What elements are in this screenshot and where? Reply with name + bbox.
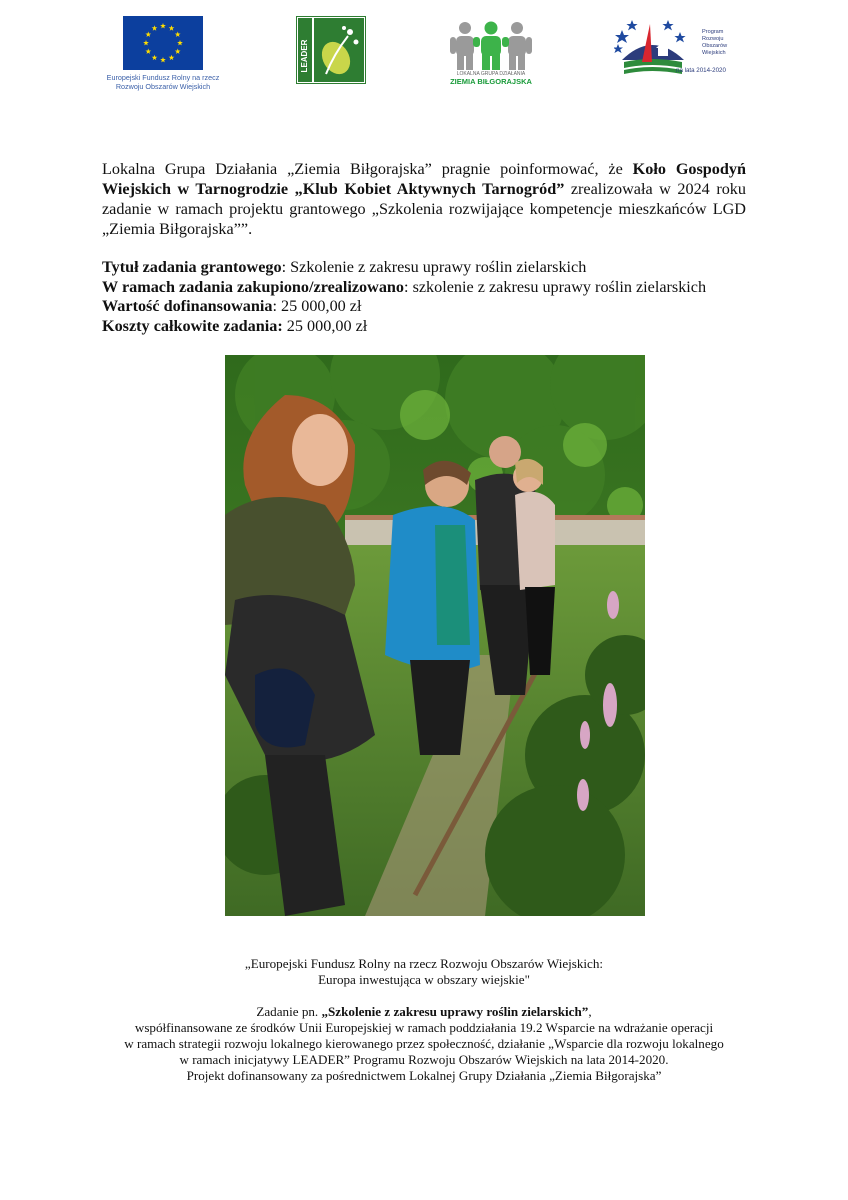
fact-value: Szkolenie z zakresu uprawy roślin zielarskich [290, 258, 587, 276]
footer-project-line: Projekt dofinansowany za pośrednictwem Lokalnej Grupy Działania „Ziemia Biłgorajska” [186, 1068, 662, 1083]
leader-logo [296, 16, 366, 84]
organization-name: Koło Gospodyń Wiejskich w Tarnogrodzie „Klub Kobiet Aktywnych Tarnogród” [102, 160, 746, 198]
fact-separator: : [404, 277, 413, 296]
fact-value: 25 000,00 zł [286, 316, 368, 335]
lgd-name-caption: ZIEMIA BIŁGORAJSKA [450, 77, 532, 86]
footer-cofinancing-line: współfinansowane ze środków Unii Europejskiej w ramach poddziałania 19.2 Wsparcie na wdrażanie operacji [134, 1020, 714, 1035]
footer-program-line: w ramach inicjatywy LEADER” Programu Rozwoju Obszarów Wiejskich na lata 2014-2020. [179, 1052, 669, 1067]
prow-caption-line: Rozwoju [702, 36, 724, 42]
prow-caption-line: Obszarów [702, 43, 728, 49]
fact-purchased [102, 278, 782, 298]
fact-label: Wartość dofinansowania [102, 297, 273, 315]
footer-fund-line: „Europejski Fundusz Rolny na rzecz Rozwoju Obszarów Wiejskich: [244, 956, 604, 971]
task-facts [102, 258, 782, 336]
prow-caption [702, 29, 727, 57]
lgd-small-caption: LOKALNA GRUPA DZIAŁANIA [456, 71, 526, 77]
logo-bar [0, 0, 848, 110]
eu-fund-caption: Europejski Fundusz Rolny na rzecz Rozwoju Obszarów Wiejskich [106, 73, 220, 91]
intro-paragraph [102, 159, 746, 239]
prow-caption-line: Program [702, 29, 724, 35]
fact-label: Koszty całkowite zadania: [102, 316, 283, 335]
footer-task-line [100, 1004, 748, 1020]
fact-label: Tytuł zadania grantowego [102, 258, 282, 276]
fact-label: W ramach zadania zakupiono/zrealizowano [102, 277, 405, 296]
fact-funding [102, 297, 782, 317]
eu-flag-logo [123, 16, 203, 70]
fact-separator: : [281, 258, 291, 276]
footer-task-name: „Szkolenie z zakresu uprawy roślin zielarskich” [321, 1004, 589, 1019]
prow-caption-line: Wiejskich [702, 50, 726, 56]
training-photo [225, 355, 645, 916]
intro-text-1: Lokalna Grupa Działania „Ziemia Biłgorajska” pragnie poinformować, że [102, 160, 633, 178]
footer-strategy-line: w ramach strategii rozwoju lokalnego kierowanego przez społeczność, działanie „Wsparcie dla rozwoju lokalnego [124, 1036, 724, 1051]
funding-footer [100, 956, 748, 1084]
fact-value: 25 000,00 zł [281, 297, 362, 315]
fact-value: szkolenie z zakresu uprawy roślin zielarskich [412, 277, 707, 296]
fact-separator: : [272, 297, 281, 315]
fact-total-cost [102, 317, 782, 337]
leader-logo-text: LEADER [300, 39, 309, 73]
prow-years-caption: na lata 2014-2020 [676, 67, 726, 74]
footer-task-suffix: , [588, 1004, 592, 1019]
footer-slogan-line: Europa inwestująca w obszary wiejskie" [318, 972, 530, 987]
intro-text-2: zrealizowała w 2024 roku zadanie w ramach projektu grantowego „Szkolenia rozwijające kompetencje mieszkańców LGD „Ziemia Biłgorajska””. [102, 180, 746, 238]
fact-title [102, 258, 782, 278]
footer-task-prefix: Zadanie pn. [256, 1004, 322, 1019]
